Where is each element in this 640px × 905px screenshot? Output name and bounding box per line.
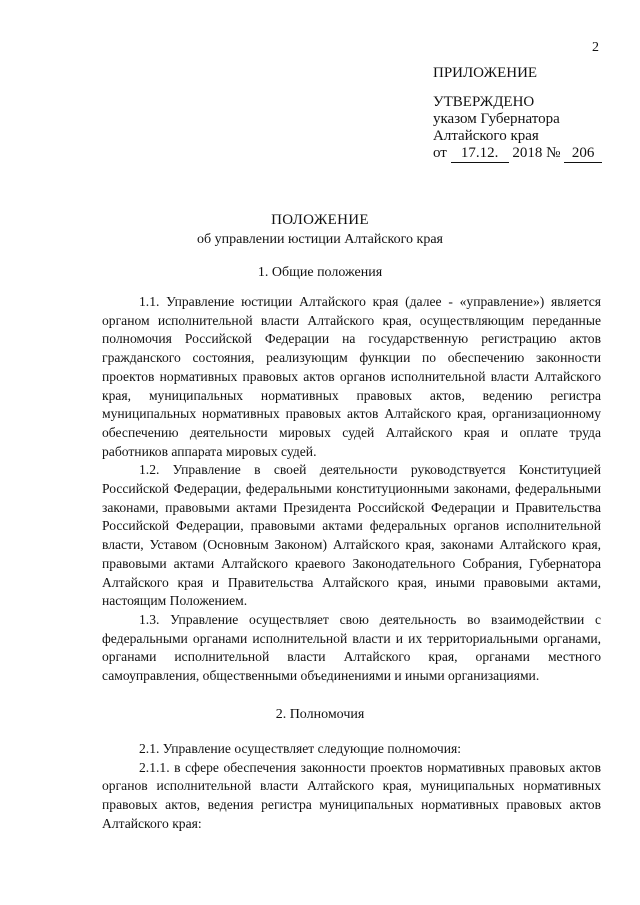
date-prefix: от (433, 145, 447, 161)
paragraph-2-1: 2.1. Управление осуществляет следующие полномочия: (139, 741, 462, 756)
paragraph-1-2: 1.2. Управление в своей деятельности руководствуется Конституцией Российской Федерации, федеральными конституционными законами, федеральными законами, правовыми актами Президента Российской Федерации и Правительства Российской Федерации, правовыми актами федеральных органов исполнительной власти, Уставом (Основным Законом) Алтайского края, законами Алтайского края, правовыми актами Алтайского краевого Законодательного Собрания, Губернатора Алтайского края и Правительства Алтайского края, иными правовыми актами, настоящим Положением. (102, 462, 601, 609)
approval-line-2: Алтайского края (433, 128, 539, 144)
section-2-body (102, 740, 601, 834)
section-1-body (102, 293, 601, 686)
paragraph-1-3: 1.3. Управление осуществляет свою деятельность во взаимодействии с федеральными органами исполнительной власти и их территориальными органами, органами исполнительной власти Алтайского края, органами местного самоуправления, общественными объединениями и иными организациями. (102, 611, 601, 684)
document-title: ПОЛОЖЕНИЕ (271, 212, 369, 228)
appendix-label: ПРИЛОЖЕНИЕ (433, 65, 538, 81)
section-2-heading: 2. Полномочия (275, 707, 365, 722)
section-1-heading: 1. Общие положения (257, 265, 383, 280)
approved-label: УТВЕРЖДЕНО (433, 94, 535, 110)
approval-stamp (433, 94, 602, 163)
page-number: 2 (592, 40, 599, 55)
approval-line-1: указом Губернатора (433, 111, 560, 127)
approval-date: 17.12. (451, 145, 509, 163)
approval-year: 2018 № (512, 145, 561, 161)
approval-number: 206 (564, 145, 602, 163)
approval-date-line (433, 145, 602, 163)
paragraph-1-1: 1.1. Управление юстиции Алтайского края (далее - «управление») является органом исполнительной власти Алтайского края, осуществляющим переданные полномочия Российской Федерации на государственную регистрацию актов гражданского состояния, реализующим функции по обеспечению законности проектов нормативных правовых актов органов исполнительной власти Алтайского края, муниципальных нормативных правовых актов, ведению регистра муниципальных нормативных правовых актов Алтайского края, организационному обеспечению деятельности мировых судей Алтайского края и оплате труда работников аппарата мировых судей. (102, 294, 601, 459)
paragraph-2-1-1: 2.1.1. в сфере обеспечения законности проектов нормативных правовых актов органов исполнительной власти Алтайского края, муниципальных нормативных правовых актов, ведения регистра муниципальных нормативных правовых актов Алтайского края: (102, 759, 601, 831)
document-subtitle: об управлении юстиции Алтайского края (197, 232, 443, 247)
